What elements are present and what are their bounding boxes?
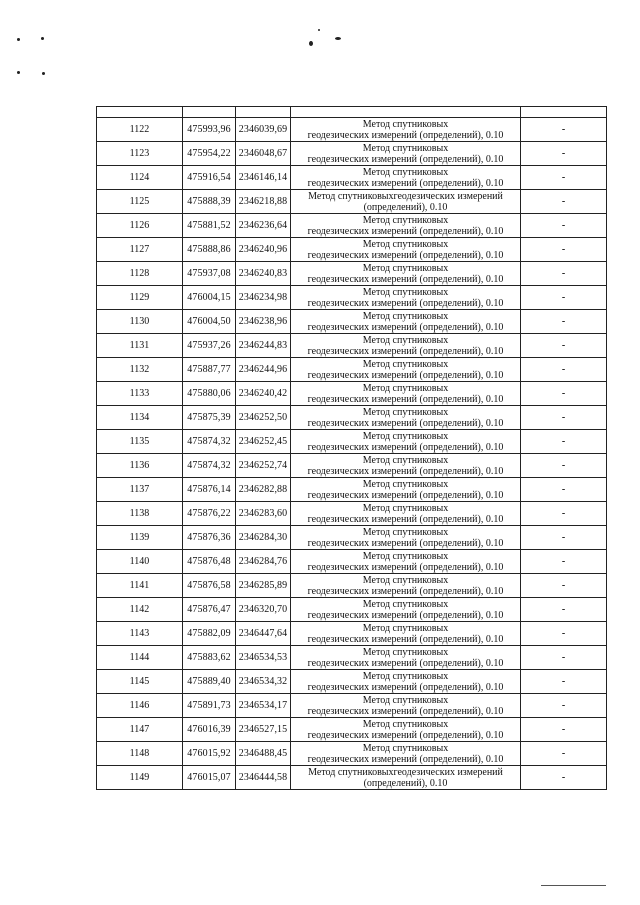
method-line-2: геодезических измерений (определений), 0.10 <box>307 609 504 621</box>
method-cell <box>291 454 521 478</box>
method-line-2: геодезических измерений (определений), 0.10 <box>307 585 504 597</box>
method-cell <box>291 310 521 334</box>
method-line-1: Метод спутниковых <box>362 742 449 754</box>
table-row <box>97 262 607 286</box>
point-number-cell: 1138 <box>97 502 183 526</box>
table-row <box>97 310 607 334</box>
x-coordinate-cell: 475876,14 <box>183 478 236 502</box>
method-line-2: геодезических измерений (определений), 0.10 <box>307 153 504 165</box>
point-number-cell: 1148 <box>97 742 183 766</box>
table-row <box>97 766 607 790</box>
table-row <box>97 406 607 430</box>
table-row <box>97 190 607 214</box>
accuracy-cell: - <box>521 166 607 190</box>
point-number-cell: 1127 <box>97 238 183 262</box>
accuracy-cell: - <box>521 574 607 598</box>
point-number-cell: 1130 <box>97 310 183 334</box>
y-coordinate-cell: 2346048,67 <box>236 142 291 166</box>
x-coordinate-cell: 475874,32 <box>183 430 236 454</box>
table-row <box>97 334 607 358</box>
x-coordinate-cell: 475883,62 <box>183 646 236 670</box>
accuracy-cell: - <box>521 310 607 334</box>
x-coordinate-cell: 475882,09 <box>183 622 236 646</box>
accuracy-cell: - <box>521 502 607 526</box>
point-number-cell: 1143 <box>97 622 183 646</box>
method-cell <box>291 214 521 238</box>
method-line-2: геодезических измерений (определений), 0.10 <box>307 249 504 261</box>
y-coordinate-cell: 2346240,96 <box>236 238 291 262</box>
point-number-cell: 1124 <box>97 166 183 190</box>
method-line-2: геодезических измерений (определений), 0.10 <box>307 705 504 717</box>
x-coordinate-cell: 475876,47 <box>183 598 236 622</box>
y-coordinate-cell: 2346284,30 <box>236 526 291 550</box>
method-line-1: Метод спутниковых <box>362 142 449 154</box>
accuracy-cell: - <box>521 694 607 718</box>
x-coordinate-cell: 476016,39 <box>183 718 236 742</box>
y-coordinate-cell: 2346146,14 <box>236 166 291 190</box>
method-line-2: геодезических измерений (определений), 0.10 <box>307 465 504 477</box>
method-line-2: геодезических измерений (определений), 0.10 <box>307 561 504 573</box>
method-line-2: геодезических измерений (определений), 0.10 <box>307 657 504 669</box>
y-coordinate-cell: 2346527,15 <box>236 718 291 742</box>
point-number-cell: 1141 <box>97 574 183 598</box>
scan-artifact-dot <box>335 37 341 40</box>
point-number-cell: 1131 <box>97 334 183 358</box>
y-coordinate-cell: 2346320,70 <box>236 598 291 622</box>
point-number-cell: 1144 <box>97 646 183 670</box>
y-coordinate-cell: 2346244,83 <box>236 334 291 358</box>
method-line-1: Метод спутниковыхгеодезических измерений <box>308 766 503 778</box>
method-line-1: Метод спутниковых <box>362 238 449 250</box>
table-row <box>97 286 607 310</box>
x-coordinate-cell: 475993,96 <box>183 118 236 142</box>
point-number-cell: 1129 <box>97 286 183 310</box>
method-line-1: Метод спутниковых <box>362 454 449 466</box>
accuracy-cell: - <box>521 598 607 622</box>
method-cell <box>291 430 521 454</box>
method-line-1: Метод спутниковых <box>362 718 449 730</box>
table-row <box>97 694 607 718</box>
accuracy-cell: - <box>521 718 607 742</box>
y-coordinate-cell: 2346252,50 <box>236 406 291 430</box>
method-line-1: Метод спутниковых <box>362 550 449 562</box>
method-line-2: геодезических измерений (определений), 0.10 <box>307 729 504 741</box>
method-line-1: Метод спутниковых <box>362 334 449 346</box>
method-line-2: (определений), 0.10 <box>363 777 448 789</box>
table-row <box>97 598 607 622</box>
method-line-2: геодезических измерений (определений), 0.10 <box>307 369 504 381</box>
y-coordinate-cell: 2346236,64 <box>236 214 291 238</box>
scan-artifact-dot <box>41 37 44 40</box>
method-line-1: Метод спутниковых <box>362 310 449 322</box>
accuracy-cell: - <box>521 118 607 142</box>
method-line-2: (определений), 0.10 <box>363 201 448 213</box>
method-line-1: Метод спутниковых <box>362 118 449 130</box>
table-row <box>97 502 607 526</box>
y-coordinate-cell: 2346244,96 <box>236 358 291 382</box>
point-number-cell: 1132 <box>97 358 183 382</box>
method-cell <box>291 478 521 502</box>
method-line-1: Метод спутниковых <box>362 214 449 226</box>
method-cell <box>291 574 521 598</box>
method-cell <box>291 142 521 166</box>
table-row <box>97 550 607 574</box>
method-cell <box>291 118 521 142</box>
method-line-1: Метод спутниковых <box>362 622 449 634</box>
accuracy-cell: - <box>521 406 607 430</box>
y-coordinate-cell: 2346282,88 <box>236 478 291 502</box>
table-row <box>97 454 607 478</box>
method-line-2: геодезических измерений (определений), 0.10 <box>307 441 504 453</box>
point-number-cell: 1126 <box>97 214 183 238</box>
method-line-2: геодезических измерений (определений), 0.10 <box>307 129 504 141</box>
table-row <box>97 670 607 694</box>
accuracy-cell: - <box>521 382 607 406</box>
method-cell <box>291 526 521 550</box>
header-cell <box>183 107 236 118</box>
accuracy-cell: - <box>521 622 607 646</box>
x-coordinate-cell: 475889,40 <box>183 670 236 694</box>
x-coordinate-cell: 475876,36 <box>183 526 236 550</box>
method-line-2: геодезических измерений (определений), 0.10 <box>307 273 504 285</box>
accuracy-cell: - <box>521 238 607 262</box>
point-number-cell: 1122 <box>97 118 183 142</box>
x-coordinate-cell: 476004,50 <box>183 310 236 334</box>
method-line-2: геодезических измерений (определений), 0.10 <box>307 513 504 525</box>
table-row <box>97 574 607 598</box>
x-coordinate-cell: 475876,58 <box>183 574 236 598</box>
point-number-cell: 1140 <box>97 550 183 574</box>
x-coordinate-cell: 475881,52 <box>183 214 236 238</box>
method-line-1: Метод спутниковых <box>362 670 449 682</box>
point-number-cell: 1136 <box>97 454 183 478</box>
method-line-1: Метод спутниковых <box>362 502 449 514</box>
point-number-cell: 1134 <box>97 406 183 430</box>
method-cell <box>291 406 521 430</box>
method-cell <box>291 646 521 670</box>
point-number-cell: 1125 <box>97 190 183 214</box>
method-cell <box>291 550 521 574</box>
y-coordinate-cell: 2346218,88 <box>236 190 291 214</box>
y-coordinate-cell: 2346252,74 <box>236 454 291 478</box>
accuracy-cell: - <box>521 454 607 478</box>
accuracy-cell: - <box>521 670 607 694</box>
x-coordinate-cell: 475954,22 <box>183 142 236 166</box>
method-cell <box>291 502 521 526</box>
accuracy-cell: - <box>521 766 607 790</box>
method-line-2: геодезических измерений (определений), 0.10 <box>307 225 504 237</box>
x-coordinate-cell: 476015,07 <box>183 766 236 790</box>
method-line-2: геодезических измерений (определений), 0.10 <box>307 537 504 549</box>
method-cell <box>291 286 521 310</box>
method-line-1: Метод спутниковых <box>362 598 449 610</box>
point-number-cell: 1133 <box>97 382 183 406</box>
method-line-2: геодезических измерений (определений), 0.10 <box>307 393 504 405</box>
method-line-1: Метод спутниковых <box>362 430 449 442</box>
method-line-1: Метод спутниковых <box>362 406 449 418</box>
method-cell <box>291 718 521 742</box>
method-line-1: Метод спутниковых <box>362 358 449 370</box>
scan-artifact-dot <box>42 72 45 75</box>
method-cell <box>291 766 521 790</box>
method-line-1: Метод спутниковых <box>362 526 449 538</box>
header-cell <box>521 107 607 118</box>
method-cell <box>291 742 521 766</box>
method-cell <box>291 598 521 622</box>
table-row <box>97 430 607 454</box>
scan-artifact-dot <box>318 29 320 31</box>
point-number-cell: 1147 <box>97 718 183 742</box>
y-coordinate-cell: 2346039,69 <box>236 118 291 142</box>
x-coordinate-cell: 476004,15 <box>183 286 236 310</box>
accuracy-cell: - <box>521 742 607 766</box>
method-line-2: геодезических измерений (определений), 0.10 <box>307 681 504 693</box>
y-coordinate-cell: 2346534,17 <box>236 694 291 718</box>
method-line-2: геодезических измерений (определений), 0.10 <box>307 297 504 309</box>
method-line-1: Метод спутниковых <box>362 382 449 394</box>
point-number-cell: 1146 <box>97 694 183 718</box>
table-row <box>97 214 607 238</box>
y-coordinate-cell: 2346284,76 <box>236 550 291 574</box>
accuracy-cell: - <box>521 430 607 454</box>
y-coordinate-cell: 2346285,89 <box>236 574 291 598</box>
footer-rule <box>541 885 606 886</box>
accuracy-cell: - <box>521 550 607 574</box>
accuracy-cell: - <box>521 334 607 358</box>
accuracy-cell: - <box>521 142 607 166</box>
accuracy-cell: - <box>521 526 607 550</box>
y-coordinate-cell: 2346238,96 <box>236 310 291 334</box>
table-row <box>97 526 607 550</box>
scan-artifact-dot <box>17 71 20 74</box>
x-coordinate-cell: 475937,08 <box>183 262 236 286</box>
y-coordinate-cell: 2346252,45 <box>236 430 291 454</box>
x-coordinate-cell: 475887,77 <box>183 358 236 382</box>
x-coordinate-cell: 475888,86 <box>183 238 236 262</box>
coordinates-table <box>96 106 607 790</box>
method-line-1: Метод спутниковых <box>362 286 449 298</box>
method-line-2: геодезических измерений (определений), 0.10 <box>307 417 504 429</box>
scan-artifact-dot <box>309 41 313 46</box>
method-cell <box>291 166 521 190</box>
point-number-cell: 1135 <box>97 430 183 454</box>
method-line-2: геодезических измерений (определений), 0.10 <box>307 177 504 189</box>
y-coordinate-cell: 2346488,45 <box>236 742 291 766</box>
x-coordinate-cell: 475875,39 <box>183 406 236 430</box>
table-row <box>97 718 607 742</box>
method-cell <box>291 238 521 262</box>
table-row <box>97 166 607 190</box>
table-row <box>97 382 607 406</box>
point-number-cell: 1149 <box>97 766 183 790</box>
accuracy-cell: - <box>521 646 607 670</box>
table-row <box>97 358 607 382</box>
method-line-1: Метод спутниковых <box>362 646 449 658</box>
y-coordinate-cell: 2346447,64 <box>236 622 291 646</box>
method-cell <box>291 262 521 286</box>
method-line-1: Метод спутниковых <box>362 262 449 274</box>
x-coordinate-cell: 475891,73 <box>183 694 236 718</box>
header-cell <box>291 107 521 118</box>
accuracy-cell: - <box>521 478 607 502</box>
scan-artifact-dot <box>17 38 20 41</box>
accuracy-cell: - <box>521 190 607 214</box>
method-cell <box>291 358 521 382</box>
table-row <box>97 622 607 646</box>
method-cell <box>291 670 521 694</box>
method-line-2: геодезических измерений (определений), 0.10 <box>307 345 504 357</box>
accuracy-cell: - <box>521 214 607 238</box>
y-coordinate-cell: 2346534,53 <box>236 646 291 670</box>
accuracy-cell: - <box>521 286 607 310</box>
method-line-1: Метод спутниковыхгеодезических измерений <box>308 190 503 202</box>
point-number-cell: 1145 <box>97 670 183 694</box>
method-cell <box>291 334 521 358</box>
method-cell <box>291 190 521 214</box>
method-line-2: геодезических измерений (определений), 0.10 <box>307 489 504 501</box>
x-coordinate-cell: 476015,92 <box>183 742 236 766</box>
header-cell <box>236 107 291 118</box>
y-coordinate-cell: 2346534,32 <box>236 670 291 694</box>
method-line-2: геодезических измерений (определений), 0.10 <box>307 321 504 333</box>
table-row <box>97 742 607 766</box>
method-line-2: геодезических измерений (определений), 0.10 <box>307 753 504 765</box>
table-row <box>97 478 607 502</box>
method-cell <box>291 622 521 646</box>
y-coordinate-cell: 2346283,60 <box>236 502 291 526</box>
point-number-cell: 1128 <box>97 262 183 286</box>
table-row <box>97 142 607 166</box>
point-number-cell: 1123 <box>97 142 183 166</box>
method-cell <box>291 382 521 406</box>
accuracy-cell: - <box>521 262 607 286</box>
table-header-row <box>97 107 607 118</box>
accuracy-cell: - <box>521 358 607 382</box>
method-line-1: Метод спутниковых <box>362 478 449 490</box>
header-cell <box>97 107 183 118</box>
method-cell <box>291 694 521 718</box>
method-line-1: Метод спутниковых <box>362 574 449 586</box>
y-coordinate-cell: 2346240,42 <box>236 382 291 406</box>
x-coordinate-cell: 475880,06 <box>183 382 236 406</box>
x-coordinate-cell: 475916,54 <box>183 166 236 190</box>
x-coordinate-cell: 475876,22 <box>183 502 236 526</box>
table-row <box>97 118 607 142</box>
y-coordinate-cell: 2346444,58 <box>236 766 291 790</box>
x-coordinate-cell: 475876,48 <box>183 550 236 574</box>
y-coordinate-cell: 2346240,83 <box>236 262 291 286</box>
x-coordinate-cell: 475874,32 <box>183 454 236 478</box>
table-row <box>97 646 607 670</box>
y-coordinate-cell: 2346234,98 <box>236 286 291 310</box>
x-coordinate-cell: 475937,26 <box>183 334 236 358</box>
point-number-cell: 1139 <box>97 526 183 550</box>
x-coordinate-cell: 475888,39 <box>183 190 236 214</box>
table-row <box>97 238 607 262</box>
method-line-2: геодезических измерений (определений), 0.10 <box>307 633 504 645</box>
point-number-cell: 1137 <box>97 478 183 502</box>
point-number-cell: 1142 <box>97 598 183 622</box>
method-line-1: Метод спутниковых <box>362 694 449 706</box>
method-line-1: Метод спутниковых <box>362 166 449 178</box>
